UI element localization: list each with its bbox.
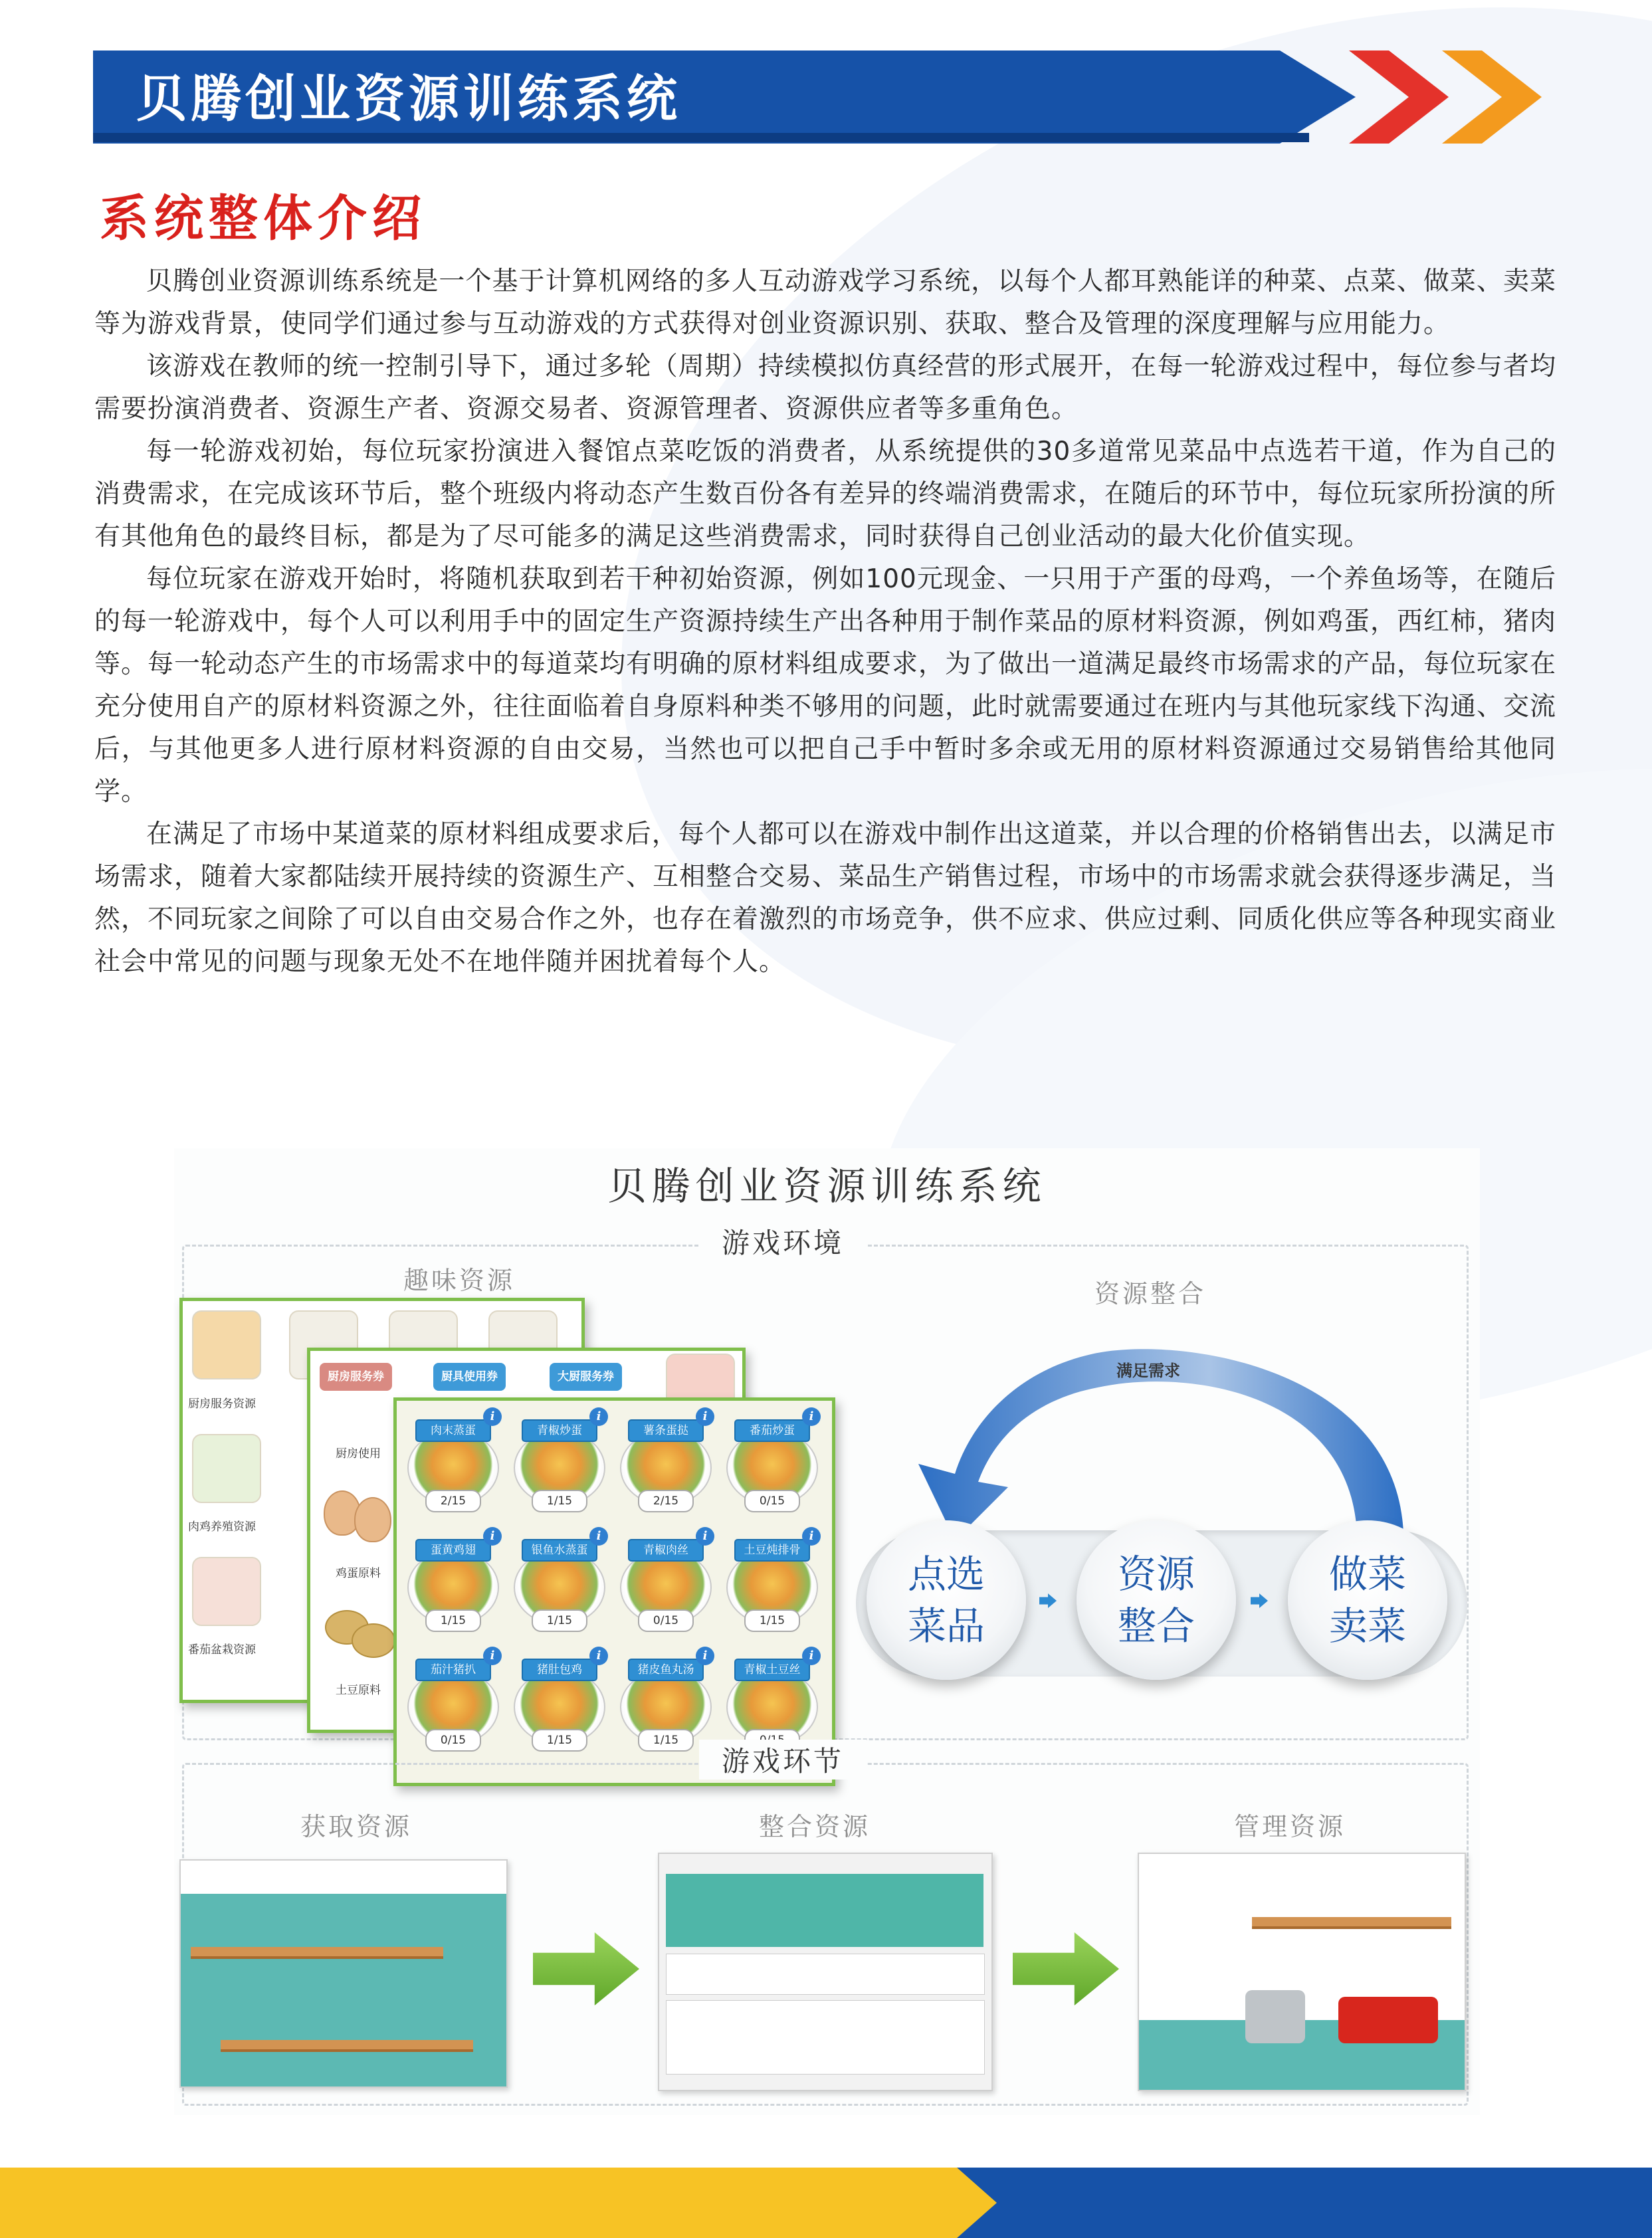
dish-name: 青椒炒蛋 xyxy=(522,1419,597,1442)
dish-item[interactable] xyxy=(721,1407,821,1514)
pot-icon xyxy=(1245,1990,1305,2043)
paragraph: 贝腾创业资源训练系统是一个基于计算机网络的多人互动游戏学习系统，以每个人都耳熟能详的种菜、点菜、做菜、卖菜等为游戏背景，使同学们通过参与互动游戏的方式获得对创业资源识别、获取、整合及管理的深度理解与应用能力。 xyxy=(94,266,1556,339)
dish-item[interactable] xyxy=(402,1407,502,1514)
card-caption: 肉鸡养殖资源 xyxy=(188,1520,256,1534)
paragraph: 在满足了市场中某道菜的原材料组成要求后，每个人都可以在游戏中制作出这道菜，并以合理的价格销售出去，以满足市场需求，随着大家都陆续开展持续的资源生产、互相整合交易、菜品生产销售过程，市场中的市场需求就会获得逐步满足，当然，不同玩家之间除了可以自由交易合作之外，也存在着激烈的市场竞争，供不应求、供应过剩、同质化供应等各种现实商业社会中常见的问题与现象无处不在地伴随并困扰着每个人。 xyxy=(94,819,1557,977)
step-label: 获取资源 xyxy=(300,1812,413,1841)
dish-item[interactable] xyxy=(508,1407,608,1514)
coupon-tag: 大厨服务券 xyxy=(550,1363,622,1391)
footer-accent xyxy=(0,2168,997,2238)
dish-count: 1/15 xyxy=(744,1609,800,1632)
info-icon[interactable]: i xyxy=(483,1527,502,1546)
info-icon[interactable]: i xyxy=(802,1647,821,1665)
game-environment-label: 游戏环境 xyxy=(699,1221,867,1261)
potato-icon xyxy=(352,1623,395,1658)
dish-count: 2/15 xyxy=(425,1490,481,1512)
paragraph: 每一轮游戏初始，每位玩家扮演进入餐馆点菜吃饭的消费者，从系统提供的30多道常见菜品中点选若干道，作为自己的消费需求，在完成该环节后，整个班级内将动态产生数百份各有差异的终端消费需求，在随后的环节中，每位玩家所扮演的所有其他角色的最终目标，都是为了尽可能多的满足这些消费需求，同时获得自己创业活动的最大化价值实现。 xyxy=(94,437,1557,552)
cycle-step-label: 点选菜品 xyxy=(907,1552,985,1649)
dish-count: 1/15 xyxy=(425,1609,481,1632)
dish-name: 猪肚包鸡 xyxy=(522,1659,597,1681)
dish-count: 2/15 xyxy=(638,1490,694,1512)
dish-item[interactable] xyxy=(615,1647,714,1753)
info-icon[interactable]: i xyxy=(483,1407,502,1426)
intro-body xyxy=(94,260,1556,983)
game-steps-label: 游戏环节 xyxy=(699,1740,867,1780)
dish-name: 猪皮鱼丸汤 xyxy=(628,1659,704,1681)
info-icon[interactable]: i xyxy=(589,1527,608,1546)
pan-icon xyxy=(1338,1997,1438,2043)
paragraph: 每位玩家在游戏开始时，将随机获取到若干种初始资源，例如100元现金、一只用于产蛋的母鸡，一个养鱼场等，在随后的每一轮游戏中，每个人可以利用手中的固定生产资源持续生产出各种用于制作菜品的原材料资源，例如鸡蛋，西红柿，猪肉等。每一轮动态产生的市场需求中的每道菜均有明确的原材料组成要求，为了做出一道满足最终市场需求的产品，每位玩家在充分使用自产的原材料资源之外，往往面临着自身原料种类不够用的问题，此时就需要通过在班内与其他玩家线下沟通、交流后，与其他更多人进行原材料资源的自由交易，当然也可以把自己手中暂时多余或无用的原材料资源通过交易销售给其他同学。 xyxy=(94,564,1557,807)
dish-name: 番茄炒蛋 xyxy=(734,1419,810,1442)
coupon-tag: 厨具使用券 xyxy=(433,1363,506,1391)
cycle-step-label: 做菜卖菜 xyxy=(1328,1552,1406,1649)
step-label: 管理资源 xyxy=(1234,1812,1346,1841)
cycle-step-label: 资源整合 xyxy=(1117,1552,1195,1649)
dish-name: 蛋黄鸡翅 xyxy=(415,1539,491,1562)
dish-count: 1/15 xyxy=(532,1490,587,1512)
shelf xyxy=(191,1947,443,1959)
meet-demand-label: 满足需求 xyxy=(1116,1362,1180,1380)
egg-icon xyxy=(354,1497,391,1542)
trade-panel xyxy=(666,1874,983,1947)
fun-resources-label: 趣味资源 xyxy=(403,1266,516,1295)
dish-item[interactable] xyxy=(615,1527,714,1633)
info-icon[interactable]: i xyxy=(589,1407,608,1426)
chicken-icon xyxy=(192,1434,261,1503)
trade-table xyxy=(666,1954,985,1995)
dish-name: 薯条蛋挞 xyxy=(628,1419,704,1442)
card-side-label: 土豆原料 xyxy=(336,1684,381,1697)
dish-count: 1/15 xyxy=(532,1609,587,1632)
card-side-label: 鸡蛋原料 xyxy=(336,1567,381,1580)
dish-name: 银鱼水蒸蛋 xyxy=(522,1539,597,1562)
screenshot-manage xyxy=(1138,1853,1466,2091)
dish-count: 1/15 xyxy=(638,1729,694,1752)
screenshot-acquire xyxy=(179,1859,508,2088)
trade-table xyxy=(666,2000,985,2075)
dish-item[interactable] xyxy=(402,1527,502,1633)
dish-name: 土豆炖排骨 xyxy=(734,1539,810,1562)
info-icon[interactable]: i xyxy=(483,1647,502,1665)
dish-item[interactable] xyxy=(508,1647,608,1753)
dish-item[interactable] xyxy=(721,1647,821,1753)
dish-count: 0/15 xyxy=(744,1490,800,1512)
cycle-step-integrate xyxy=(1077,1520,1236,1680)
card-caption: 厨房服务资源 xyxy=(188,1397,256,1411)
info-icon[interactable]: i xyxy=(696,1407,714,1426)
header-title: 贝腾创业资源训练系统 xyxy=(136,69,681,128)
info-icon[interactable]: i xyxy=(802,1527,821,1546)
step-label: 整合资源 xyxy=(759,1812,871,1841)
dish-item[interactable] xyxy=(508,1527,608,1633)
shelf xyxy=(1252,1917,1451,1929)
dish-name: 青椒肉丝 xyxy=(628,1539,704,1562)
card-caption: 番茄盆栽资源 xyxy=(188,1643,256,1657)
info-icon[interactable]: i xyxy=(696,1647,714,1665)
dish-count: 0/15 xyxy=(425,1729,481,1752)
game-topbar xyxy=(181,1861,506,1894)
section-heading: 系统整体介绍 xyxy=(100,190,427,247)
dish-name: 肉末蒸蛋 xyxy=(415,1419,491,1442)
dish-name: 茄汁猪扒 xyxy=(415,1659,491,1681)
coupon-tag: 厨房服务券 xyxy=(320,1363,392,1391)
info-icon[interactable]: i xyxy=(696,1527,714,1546)
screenshot-integrate xyxy=(658,1853,993,2091)
dish-count: 0/15 xyxy=(638,1609,694,1632)
resource-integration-label: 资源整合 xyxy=(1094,1279,1207,1308)
shelf xyxy=(221,2040,473,2052)
info-icon[interactable]: i xyxy=(589,1647,608,1665)
dish-count: 1/15 xyxy=(532,1729,587,1752)
info-icon[interactable]: i xyxy=(802,1407,821,1426)
paragraph: 该游戏在教师的统一控制引导下，通过多轮（周期）持续模拟仿真经营的形式展开，在每一轮游戏过程中，每位参与者均需要扮演消费者、资源生产者、资源交易者、资源管理者、资源供应者等多重角色。 xyxy=(94,352,1556,424)
dish-menu-card xyxy=(393,1397,835,1786)
dish-item[interactable] xyxy=(402,1647,502,1753)
dish-name: 青椒土豆丝 xyxy=(734,1659,810,1681)
dish-item[interactable] xyxy=(721,1527,821,1633)
tomato-plant-icon xyxy=(192,1557,261,1626)
card-side-label: 厨房使用 xyxy=(336,1447,381,1461)
cycle-step-cook-sell xyxy=(1288,1520,1447,1680)
system-diagram xyxy=(174,1148,1480,2115)
cycle-step-select-dishes xyxy=(867,1520,1026,1680)
dish-item[interactable] xyxy=(615,1407,714,1514)
kitchen-icon xyxy=(192,1310,261,1379)
diagram-title: 贝腾创业资源训练系统 xyxy=(607,1164,1047,1209)
